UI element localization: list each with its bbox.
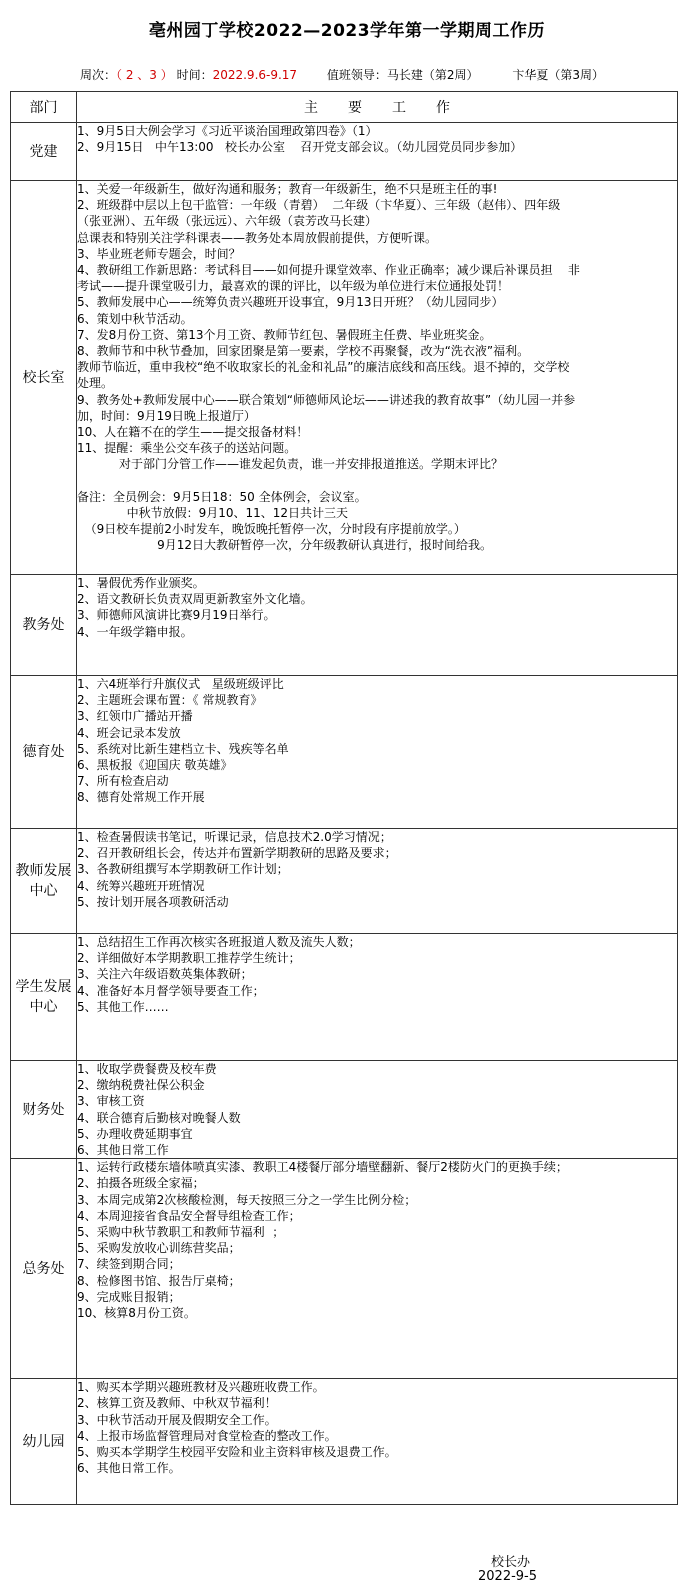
work-content-cell bbox=[77, 181, 678, 575]
work-item: 2、语文教研长负责双周更新教室外文化墙。 bbox=[77, 592, 313, 607]
duty-label: 值班领导： bbox=[326, 68, 387, 82]
work-item: 2、召开教研组长会，传达并布置新学期教研的思路及要求； bbox=[77, 846, 397, 861]
table-row bbox=[11, 676, 678, 829]
work-content-cell bbox=[77, 829, 678, 934]
work-item: 2、主题班会课布置：《 常规教育》 bbox=[77, 693, 263, 708]
time-value: 2022.9.6-9.17 bbox=[212, 68, 298, 82]
work-item: 9、完成账目报销； bbox=[77, 1289, 181, 1304]
work-item: 6、黑板报《迎国庆 敬英雄》 bbox=[77, 758, 233, 773]
duty-leader-2: 卞华夏（第3周） bbox=[512, 68, 605, 82]
table-row bbox=[11, 829, 678, 934]
work-item: 3、关注六年级语数英集体教研； bbox=[77, 967, 253, 982]
header-main-work: 主要工作 bbox=[77, 92, 678, 123]
work-item: 处理。 bbox=[77, 376, 114, 391]
work-content-cell bbox=[77, 1061, 678, 1159]
work-item: 10、核算8月份工资。 bbox=[77, 1306, 196, 1321]
work-item: 5、办理收费延期事宜 bbox=[77, 1126, 193, 1141]
work-item: 6、策划中秋节活动。 bbox=[77, 311, 193, 326]
dept-cell: 教务处 bbox=[11, 575, 77, 676]
dept-label-line: 中心 bbox=[29, 999, 58, 1015]
table-row bbox=[11, 1159, 678, 1379]
work-item: 中秋节放假：9月10、11、12日共计三天 bbox=[77, 506, 349, 521]
duty-leader-1: 马长建（第2周） bbox=[386, 68, 479, 82]
work-item: 8、检修图书馆、报告厅桌椅； bbox=[77, 1273, 241, 1288]
work-item: 1、总结招生工作再次核实各班报道人数及流失人数； bbox=[77, 935, 361, 949]
work-item: 5、其他工作…… bbox=[77, 999, 169, 1014]
work-item: 4、联合德育后勤核对晚餐人数 bbox=[77, 1110, 241, 1125]
work-item: 2、9月15日 中午13:00 校长办公室 召开党支部会议。（幼儿园党员同步参加） bbox=[77, 140, 523, 155]
work-item: 1、暑假优秀作业颁奖。 bbox=[77, 576, 205, 590]
dept-cell: 幼儿园 bbox=[11, 1379, 77, 1505]
work-item: 4、上报市场监督管理局对食堂检查的整改工作。 bbox=[77, 1428, 337, 1443]
table-row bbox=[11, 181, 678, 575]
dept-label-line: 教师发展 bbox=[15, 863, 72, 879]
work-item: 5、购买本学期学生校园平安险和业主资料审核及退费工作。 bbox=[77, 1445, 397, 1460]
dept-cell bbox=[11, 829, 77, 934]
work-item: 1、收取学费餐费及校车费 bbox=[77, 1062, 217, 1076]
week-label: 周次： bbox=[80, 68, 117, 82]
work-item: 3、毕业班老师专题会，时间？ bbox=[77, 246, 241, 261]
work-item: 对于部门分管工作——谁发起负责，谁一并安排报道推送。学期末评比？ bbox=[77, 457, 503, 472]
work-item: 2、班级群中层以上包干监管：一年级（青碧） 二年级（卞华夏）、三年级（赵伟）、四年级 bbox=[77, 198, 561, 213]
work-item: （9日校车提前2小时发车，晚饭晚托暂停一次，分时段有序提前放学。） bbox=[77, 522, 466, 537]
work-item: 2、核算工资及教师、中秋双节福利！ bbox=[77, 1396, 277, 1411]
work-item: 4、统筹兴趣班开班情况 bbox=[77, 878, 205, 893]
table-row bbox=[11, 123, 678, 181]
work-item: 1、检查暑假读书笔记，听课记录，信息技术2.0学习情况； bbox=[77, 830, 392, 844]
dept-cell: 德育处 bbox=[11, 676, 77, 829]
work-item: 总课表和特别关注学科课表——教务处本周放假前提供，方便听课。 bbox=[77, 230, 438, 245]
work-content-cell bbox=[77, 1159, 678, 1379]
work-item: 8、教师节和中秋节叠加，回家团聚是第一要素，学校不再聚餐，改为“洗衣液”福利。 bbox=[77, 344, 530, 359]
work-item: 5、教师发展中心——统筹负责兴趣班开设事宜，9月13日开班？（幼儿园同步） bbox=[77, 295, 504, 310]
dept-label-line: 学生发展 bbox=[15, 979, 72, 995]
work-item: 9月12日大教研暂停一次，分年级教研认真进行，报时间给我。 bbox=[77, 538, 493, 553]
work-item: 1、购买本学期兴趣班教材及兴趣班收费工作。 bbox=[77, 1380, 325, 1395]
table-row bbox=[11, 934, 678, 1061]
work-item: 1、关爱一年级新生，做好沟通和服务；教育一年级新生，绝不只是班主任的事! bbox=[77, 182, 498, 196]
work-item: 11、提醒：乘坐公交车孩子的送站问题。 bbox=[77, 441, 297, 456]
meta-line bbox=[80, 66, 604, 83]
table-header-row bbox=[11, 92, 678, 123]
work-item: 教师节临近，重申我校“绝不收取家长的礼金和礼品”的廉洁底线和高压线。退不掉的，交学校 bbox=[77, 360, 570, 375]
work-content-cell bbox=[77, 1379, 678, 1505]
work-item: 2、缴纳税费社保公积金 bbox=[77, 1078, 205, 1093]
work-item: 3、各教研组撰写本学期教研工作计划； bbox=[77, 862, 289, 877]
work-item: 6、其他日常工作 bbox=[77, 1143, 169, 1158]
work-content-cell bbox=[77, 934, 678, 1061]
work-item: 8、德育处常规工作开展 bbox=[77, 790, 205, 805]
table-row bbox=[11, 1379, 678, 1505]
work-item: 5、按计划开展各项教研活动 bbox=[77, 894, 229, 909]
dept-label-line: 中心 bbox=[29, 883, 58, 899]
dept-cell: 党建 bbox=[11, 123, 77, 181]
footer-date: 2022-9-5 bbox=[478, 1569, 538, 1584]
work-item: 7、续签到期合同； bbox=[77, 1257, 181, 1272]
work-item: 2、详细做好本学期教职工推荐学生统计； bbox=[77, 951, 301, 966]
work-item: 10、人在籍不在的学生——提交报备材料！ bbox=[77, 425, 309, 440]
work-item: 5、采购中秋节教职工和教师节福利 ； bbox=[77, 1225, 285, 1240]
work-item: 7、发8月份工资、第13个月工资、教师节红包、暑假班主任费、毕业班奖金。 bbox=[77, 327, 492, 342]
footer-office: 校长办 bbox=[491, 1555, 531, 1570]
work-item: 4、准备好本月督学领导要查工作； bbox=[77, 983, 265, 998]
work-content-cell bbox=[77, 123, 678, 181]
work-item: 4、班会记录本发放 bbox=[77, 725, 181, 740]
work-item: 3、红领巾广播站开播 bbox=[77, 709, 193, 724]
page-title: 亳州园丁学校2022—2023学年第一学期周工作历 bbox=[148, 21, 546, 41]
work-item: 考试——提升课堂吸引力，最喜欢的课的评比，以年级为单位进行末位通报处罚！ bbox=[77, 279, 510, 294]
work-item: 1、运转行政楼东墙体喷真实漆、教职工4楼餐厅部分墙壁翻新、餐厅2楼防火门的更换手续； bbox=[77, 1160, 568, 1175]
work-item: 备注：全员例会：9月5日18：50 全体例会，会议室。 bbox=[77, 489, 367, 504]
work-item: 1、六4班举行升旗仪式 星级班级评比 bbox=[77, 677, 284, 691]
work-item: 3、本周完成第2次核酸检测，每天按照三分之一学生比例分检； bbox=[77, 1192, 417, 1207]
work-item: 6、其他日常工作。 bbox=[77, 1461, 181, 1476]
work-item: 1、9月5日大例会学习《习近平谈治国理政第四卷》（1） bbox=[77, 124, 378, 138]
header-dept: 部门 bbox=[11, 92, 77, 123]
work-item: 4、本周迎接省食品安全督导组检查工作； bbox=[77, 1208, 301, 1223]
dept-cell: 总务处 bbox=[11, 1159, 77, 1379]
work-item: 5、系统对比新生建档立卡、残疾等名单 bbox=[77, 741, 289, 756]
work-item: 2、拍摄各班级全家福； bbox=[77, 1176, 205, 1191]
work-item: 4、教研组工作新思路：考试科目——如何提升课堂效率、作业正确率；减少课后补课员担 非 bbox=[77, 263, 580, 278]
work-item: 4、一年级学籍申报。 bbox=[77, 624, 193, 639]
table-row bbox=[11, 575, 678, 676]
dept-cell: 财务处 bbox=[11, 1061, 77, 1159]
work-item: 3、中秋节活动开展及假期安全工作。 bbox=[77, 1412, 277, 1427]
dept-cell bbox=[11, 934, 77, 1061]
week-value: （ 2 、3 ） bbox=[116, 68, 173, 82]
work-item: 3、师德师风演讲比赛9月19日举行。 bbox=[77, 608, 276, 623]
work-item bbox=[77, 473, 677, 489]
dept-cell: 校长室 bbox=[11, 181, 77, 575]
work-content-cell bbox=[77, 676, 678, 829]
table-row bbox=[11, 1061, 678, 1159]
work-item: 9、教务处+教师发展中心——联合策划“师德师风论坛——讲述我的教育故事”（幼儿园一并参 bbox=[77, 392, 576, 407]
work-item: 3、审核工资 bbox=[77, 1094, 145, 1109]
work-item: 加，时间：9月19日晚上报道厅） bbox=[77, 408, 256, 423]
work-item: 7、所有检查启动 bbox=[77, 774, 169, 789]
work-calendar-table bbox=[10, 91, 678, 1505]
work-item: 5、采购发放收心训练营奖品； bbox=[77, 1241, 241, 1256]
work-item: （张亚洲）、五年级（张远远）、六年级（袁芳改马长建） bbox=[77, 214, 378, 229]
time-label: 时间： bbox=[176, 68, 213, 82]
work-content-cell bbox=[77, 575, 678, 676]
